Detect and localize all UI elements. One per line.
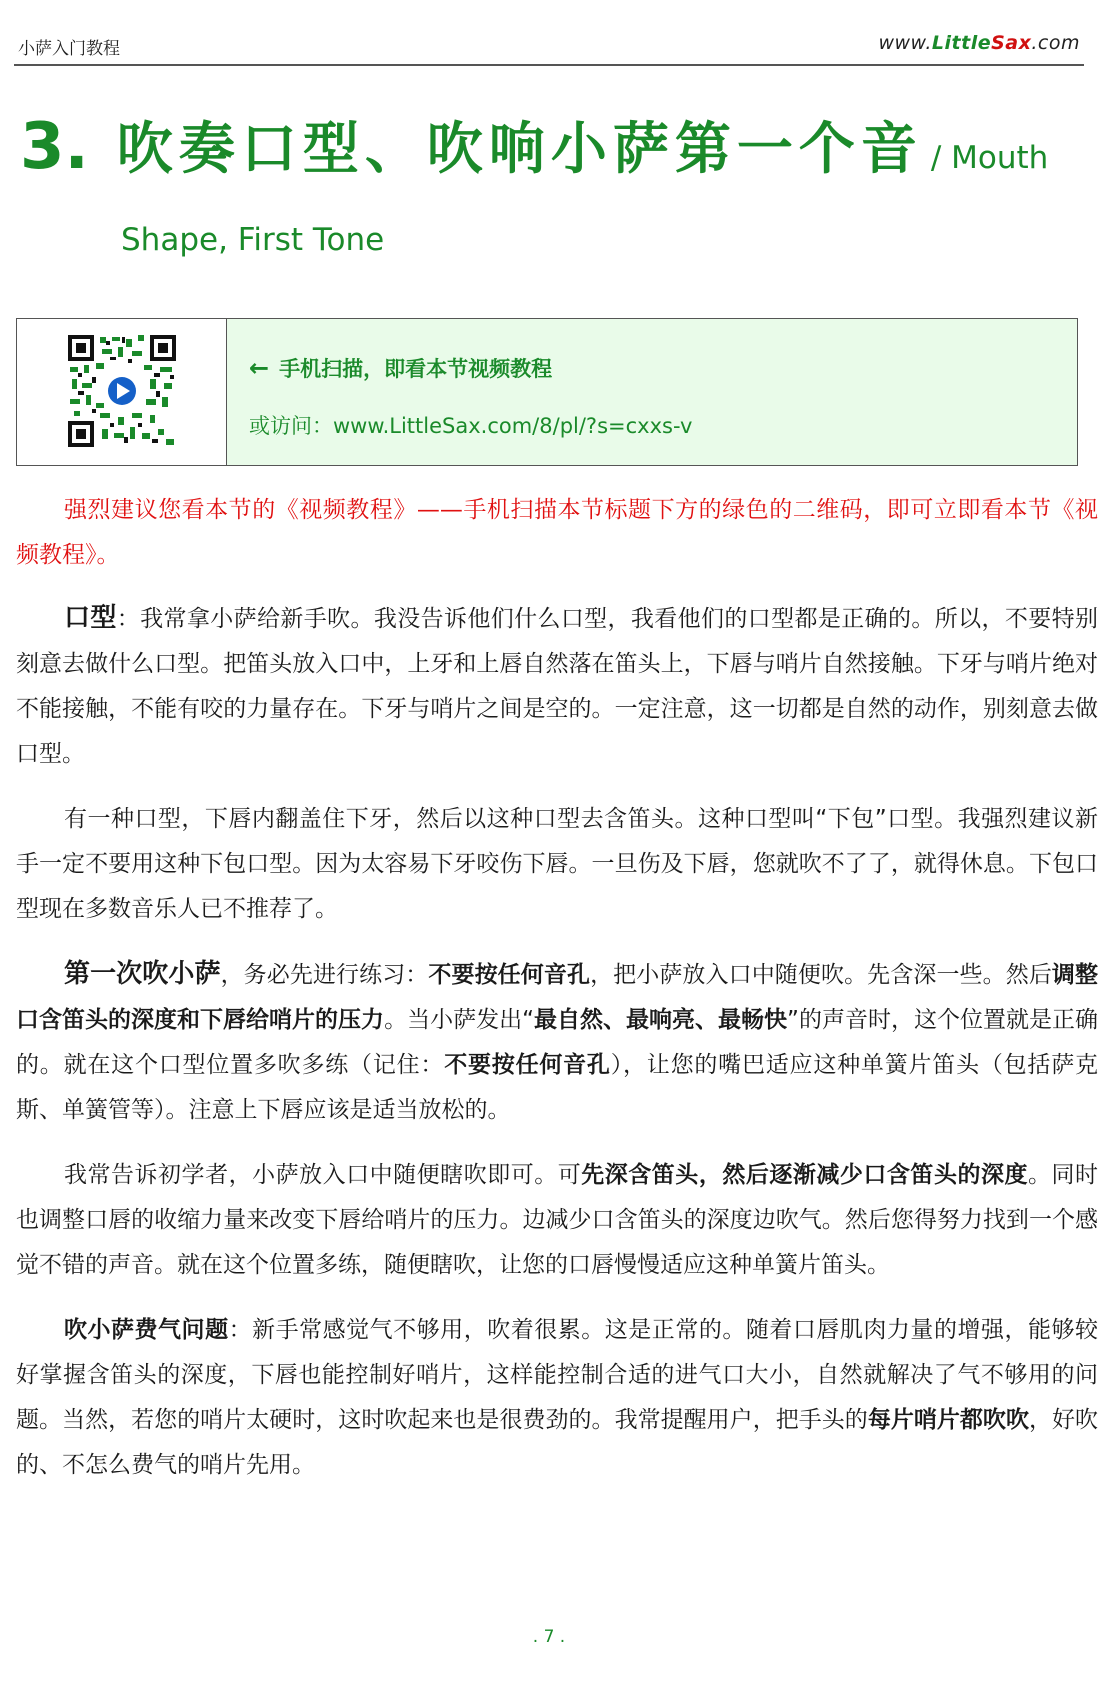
arrow-left-icon: ← [249, 354, 270, 382]
paragraph-breath-problem: 吹小萨费气问题：新手常感觉气不够用，吹着很累。这是正常的。随着口唇肌肉力量的增强，能够较好掌握含笛头的深度，下唇也能控制好哨片，这样能控制合适的进气口大小，自然就解决了气不够用的问题。当然，若您的哨片太硬时，这时吹起来也是很费劲的。我常提醒用户，把手头的每片哨片都吹吹，好吹的、不怎么费气的哨片先用。 [16, 1317, 1098, 1478]
paragraph-lead-mouth-shape: 口型 [64, 603, 117, 633]
qr-visit-link[interactable]: 或访问：www.LittleSax.com/8/pl/?s=cxxs-v [249, 414, 693, 438]
article-body [16, 488, 1098, 1508]
section-title [20, 110, 1080, 258]
paragraph-mouth-shape: 口型：我常拿小萨给新手吹。我没告诉他们什么口型，我看他们的口型都是正确的。所以，不要特别刻意去做什么口型。把笛头放入口中，上牙和上唇自然落在笛头上，下唇与哨片自然接触。下牙与哨片绝对不能接触，不能有咬的力量存在。下牙与哨片之间是空的。一定注意，这一切都是自然的动作，别刻意去做口型。 [16, 603, 1098, 767]
url-little: Little [931, 32, 992, 54]
video-qr-box [16, 318, 1078, 466]
section-title-english-2: Shape, First Tone [121, 222, 385, 258]
header-book-title: 小萨入门教程 [18, 39, 120, 59]
qr-code-icon[interactable] [66, 333, 178, 449]
paragraph-lead-first-blow: 第一次吹小萨 [64, 959, 221, 989]
url-prefix: www. [878, 32, 932, 54]
qr-scan-instruction [249, 353, 552, 383]
paragraph-first-blow: 第一次吹小萨，务必先进行练习：不要按任何音孔，把小萨放入口中随便吹。先含深一些。然后调整口含笛头的深度和下唇给哨片的压力。当小萨发出“最自然、最响亮、最畅快”的声音时，这个位置就是正确的。就在这个口型位置多吹多练（记住：不要按任何音孔），让您的嘴巴适应这种单簧片笛头（包括萨克斯、单簧管等）。注意上下唇应该是适当放松的。 [16, 959, 1098, 1123]
qr-scan-text: 手机扫描，即看本节视频教程 [279, 357, 553, 381]
page-header [14, 0, 1084, 66]
url-suffix: .com [1031, 32, 1080, 54]
paragraph-lead-breath-problem: 吹小萨费气问题 [64, 1317, 229, 1343]
page-number: . 7 . [532, 1627, 566, 1647]
section-title-english-1: / Mouth [930, 140, 1049, 176]
header-website[interactable] [878, 32, 1080, 54]
section-number: 3. [20, 110, 89, 184]
paragraph-beginner-advice: 我常告诉初学者，小萨放入口中随便瞎吹即可。可先深含笛头，然后逐渐减少口含笛头的深度。同时也调整口唇的收缩力量来改变下唇给哨片的压力。边减少口含笛头的深度边吹气。然后您得努力找到一个感觉不错的声音。就在这个位置多练，随便瞎吹，让您的口唇慢慢适应这种单簧片笛头。 [16, 1162, 1098, 1278]
url-sax: Sax [991, 32, 1032, 54]
paragraph-video-recommendation: 强烈建议您看本节的《视频教程》——手机扫描本节标题下方的绿色的二维码，即可立即看本节《视频教程》。 [16, 497, 1098, 568]
paragraph-lower-lip-wrap: 有一种口型，下唇内翻盖住下牙，然后以这种口型去含笛头。这种口型叫“下包”口型。我强烈建议新手一定不要用这种下包口型。因为太容易下牙咬伤下唇。一旦伤及下唇，您就吹不了了，就得休息。下包口型现在多数音乐人已不推荐了。 [16, 806, 1098, 922]
section-title-chinese: 吹奏口型、吹响小萨第一个音 [116, 117, 923, 182]
qr-code-cell[interactable] [17, 319, 227, 465]
